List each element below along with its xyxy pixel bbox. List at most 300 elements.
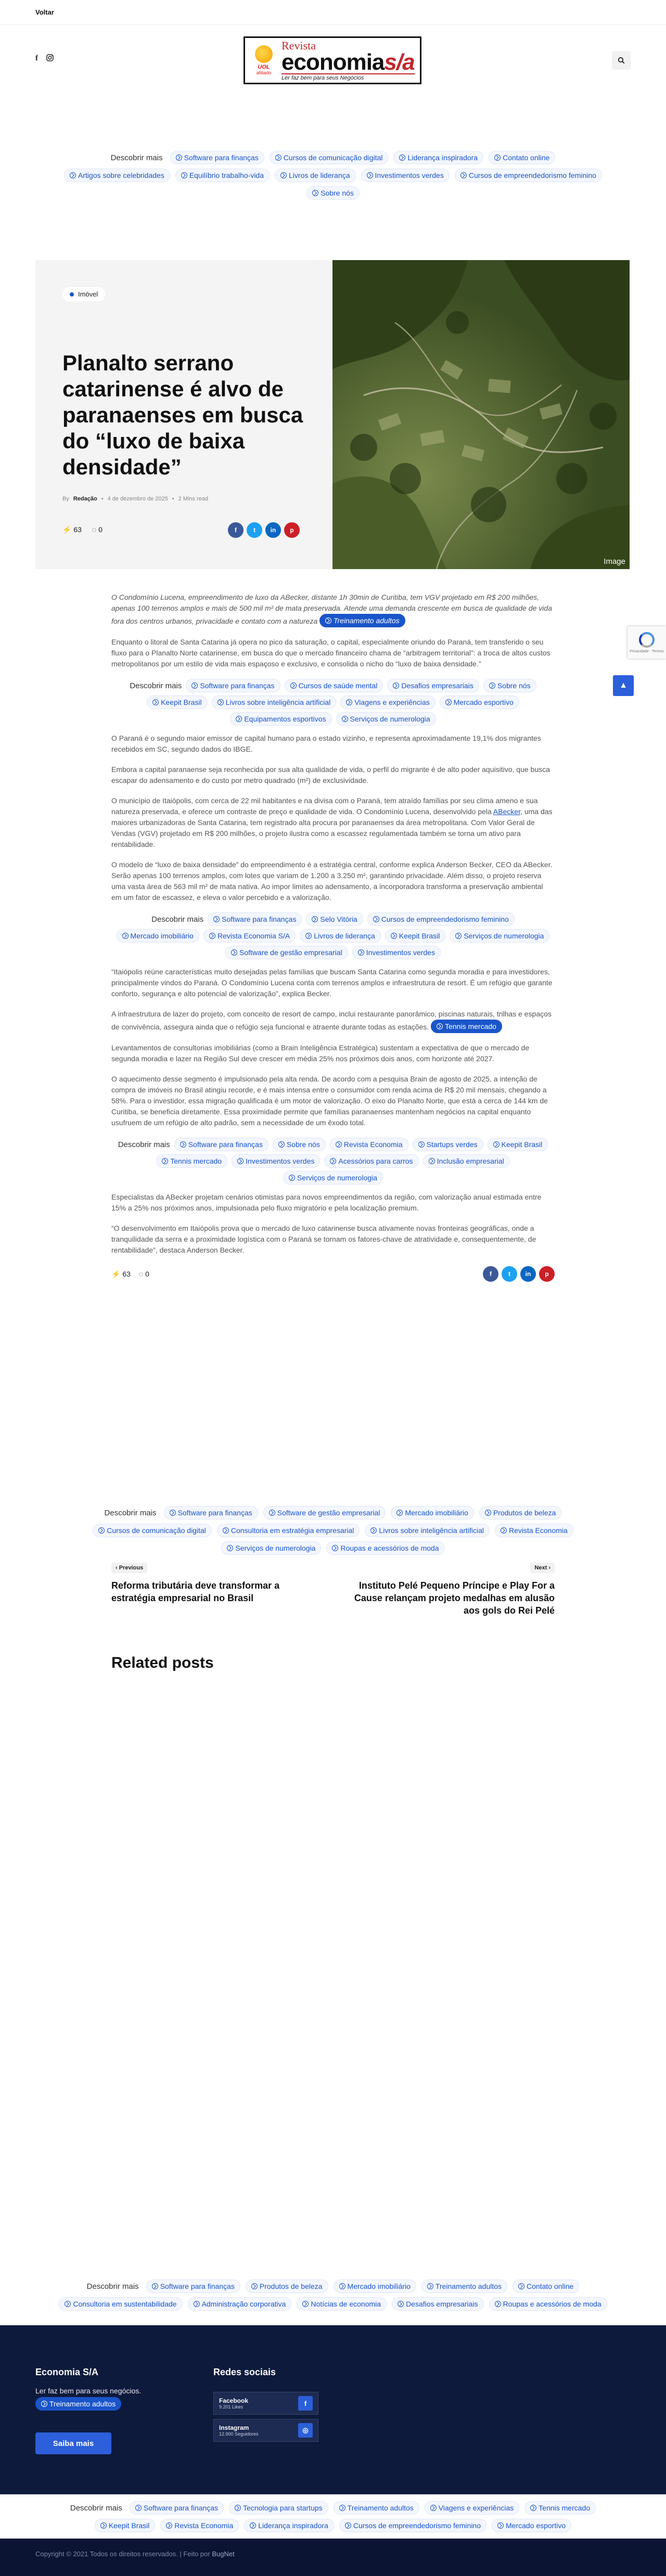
topic-arrow-icon (437, 1023, 443, 1029)
uol-badge (250, 44, 277, 77)
topic-pill[interactable] (336, 712, 436, 726)
topic-arrow-icon (275, 154, 281, 161)
article-paragraph (111, 795, 555, 850)
topic-pill[interactable] (285, 679, 383, 692)
topic-pill[interactable] (188, 2297, 292, 2311)
topic-label: Tennis mercado (539, 2504, 591, 2512)
discover-label: Descobrir mais (130, 681, 182, 690)
topic-arrow-icon (460, 172, 467, 178)
topic-arrow-icon (170, 1510, 176, 1516)
bugnet-link[interactable]: BugNet (212, 2550, 235, 2558)
topic-label: Software para finanças (184, 153, 259, 162)
topic-pill[interactable] (130, 2501, 224, 2515)
facebook-card[interactable] (213, 2392, 318, 2415)
discover-row (31, 1541, 635, 1555)
topic-arrow-icon (166, 2522, 172, 2529)
views-value: 63 (122, 1269, 131, 1278)
topic-label: Produtos de beleza (259, 2282, 323, 2290)
topic-pill[interactable] (147, 695, 208, 709)
topic-arrow-icon (278, 1141, 285, 1148)
topic-label: Cursos de comunicação digital (283, 153, 383, 162)
topic-arrow-icon (489, 682, 495, 689)
topic-pill[interactable] (488, 1138, 548, 1151)
related-posts-title: Related posts (111, 1654, 214, 1671)
topic-arrow-icon (518, 2283, 524, 2289)
topic-arrow-icon (231, 949, 237, 956)
meta-separator: • (101, 496, 104, 502)
topic-arrow-icon (237, 1158, 244, 1164)
instagram-icon[interactable] (46, 54, 54, 63)
instagram-icon: ◎ (298, 2423, 313, 2438)
topic-arrow-icon (122, 933, 129, 939)
topic-arrow-icon (280, 172, 287, 178)
instagram-card-text (219, 2424, 259, 2437)
instagram-card[interactable] (213, 2419, 318, 2442)
topic-pill[interactable] (300, 929, 381, 943)
topic-arrow-icon (391, 933, 397, 939)
post-meta (62, 496, 305, 502)
topic-pill[interactable] (64, 169, 170, 182)
topic-label: Software de gestão empresarial (239, 948, 342, 957)
topic-pill[interactable] (330, 1138, 408, 1151)
topic-pill[interactable] (495, 1524, 573, 1537)
recaptcha-badge[interactable] (627, 626, 666, 659)
topic-pill[interactable] (385, 929, 446, 943)
topic-pill[interactable] (160, 2519, 239, 2532)
topic-label: Desafios empresariais (406, 2300, 478, 2308)
topic-arrow-icon (100, 2522, 107, 2529)
discover-label: Descobrir mais (86, 2282, 139, 2291)
topic-arrow-icon (493, 1141, 499, 1148)
topic-label: Mercado imobiliário (347, 2282, 411, 2290)
inline-topic-pill[interactable] (431, 1020, 502, 1033)
topic-arrow-icon (250, 2522, 256, 2529)
topic-arrow-icon (367, 172, 373, 178)
topic-pill[interactable] (306, 186, 360, 200)
topic-pill[interactable] (232, 1154, 320, 1168)
topic-pill[interactable] (146, 2279, 240, 2293)
topic-pill[interactable] (421, 2279, 507, 2293)
topic-arrow-icon (497, 2522, 504, 2529)
topic-label: Livros sobre inteligência artificial (225, 698, 331, 706)
topic-arrow-icon (429, 1158, 435, 1164)
topic-arrow-icon (445, 699, 452, 705)
hero-image (332, 260, 630, 569)
abecker-link[interactable]: ABecker (493, 807, 521, 816)
topic-pill[interactable] (423, 1154, 510, 1168)
article-footer (111, 1266, 555, 1282)
topic-label: Desafios empresariais (401, 681, 473, 690)
article-paragraph: Embora a capital paranaense seja reconhecida por sua alta qualidade de vida, o perfil do migrante é de alto poder aquisitivo, que busca escapar do adensamento e do custo por metro quadrado (m²) de exclusividade. (111, 765, 550, 784)
article-paragraph: Enquanto o litoral de Santa Catarina já opera no pico da saturação, o capital, especialmente oriundo do Paraná, tem transferido o seu fluxo para o Planalto Norte catarinense, em busca do que o mercado financeiro chama de “arbitragem territorial”: a troca de altos custos metropolitanos por um estilo de vida mais espaçoso e exclusivo, e consolida o nicho do “luxo de baixa densidade.” (111, 638, 550, 668)
topic-pill[interactable] (483, 679, 536, 692)
topic-label: Mercado imobiliário (405, 1509, 468, 1517)
topic-arrow-icon (358, 949, 364, 956)
topic-pill[interactable] (117, 929, 199, 943)
article-paragraph: “Itaiópolis reúne características muito desejadas pelas famílias que buscam Santa Catarina como segunda moradia e para investidores, principalmente vindos do Paraná. O Condomínio Lucena conta com terrenos amplos e infraestrutura de resort. É um refúgio que garante conforto, segurança e alto potencial de valorização”, explica Becker. (111, 968, 553, 998)
topic-arrow-icon (176, 154, 182, 161)
category-badge[interactable] (62, 287, 105, 301)
topic-arrow-icon (312, 190, 318, 196)
discover-footer (0, 2279, 666, 2315)
topic-pill[interactable] (297, 2297, 387, 2311)
topic-pill[interactable] (175, 169, 270, 182)
copyright-text: Copyright © 2021 Todos os direitos reservados. | Feito por (35, 2550, 210, 2558)
article-paragraph (111, 1009, 555, 1033)
site-logo[interactable] (244, 36, 421, 84)
topic-arrow-icon (339, 2283, 345, 2289)
topic-pill[interactable] (352, 946, 441, 959)
topic-label: Revista Economia (174, 2521, 234, 2530)
discover-label: Descobrir mais (151, 915, 204, 924)
topic-label: Sobre nós (321, 189, 354, 197)
topic-pill[interactable] (59, 2297, 182, 2311)
topic-arrow-icon (325, 617, 331, 624)
topic-arrow-icon (396, 1510, 403, 1516)
topic-label: Produtos de beleza (493, 1509, 556, 1517)
previous-title[interactable]: Reforma tributária deve transformar a estratégia empresarial no Brasil (111, 1580, 280, 1603)
topic-label: Mercado esportivo (453, 698, 514, 706)
topic-label: Contato online (527, 2282, 574, 2290)
topic-pill[interactable] (361, 169, 450, 182)
copyright-bar (0, 2539, 666, 2576)
back-link[interactable]: Voltar (35, 8, 54, 16)
topic-label: Consultoria em sustentabilidade (73, 2300, 177, 2308)
topic-pill[interactable] (393, 151, 483, 164)
topic-label: Software para finanças (188, 1140, 263, 1149)
topic-pill[interactable] (170, 151, 264, 164)
topic-pill[interactable] (387, 679, 479, 692)
inline-topic-label: Treinamento adultos (334, 616, 400, 625)
discover-row (31, 2297, 635, 2311)
topic-label: Liderança inspiradora (407, 153, 478, 162)
topic-pill[interactable] (524, 2501, 596, 2515)
topic-label: Startups verdes (426, 1140, 478, 1149)
topic-arrow-icon (41, 2401, 47, 2407)
topic-pill[interactable] (367, 912, 515, 926)
header-social (35, 54, 54, 63)
topic-pill[interactable] (221, 1541, 321, 1555)
article-paragraph: “O desenvolvimento em Itaiópolis prova que o mercado de luxo catarinense busca ativamente novas fronteiras geográficas, onde a tranquilidade da serra e a proximidade logística com o Paraná se tornam os fatores-chave de atratividade e, consequentemente, de rentabilidade”, destaca Anderson Becker. (111, 1224, 536, 1254)
logo-revista: Revista (281, 38, 316, 52)
author-link[interactable]: Redação (73, 496, 97, 502)
discover-row (31, 2501, 635, 2515)
topic-label: Livros de liderança (314, 932, 375, 940)
inline-discover (111, 912, 555, 959)
discover-bottom (0, 1506, 666, 1559)
topic-arrow-icon (398, 2301, 404, 2307)
comments-value: 0 (98, 525, 103, 534)
topic-pill[interactable] (275, 169, 356, 182)
discover-label: Descobrir mais (110, 153, 163, 162)
previous-post[interactable] (111, 1563, 319, 1617)
topic-pill[interactable] (455, 169, 602, 182)
search-button[interactable] (612, 51, 631, 70)
topic-pill[interactable] (156, 1154, 227, 1168)
inline-discover (111, 1138, 555, 1184)
post-stats (111, 1269, 149, 1280)
topic-label: Software para finanças (143, 2504, 219, 2512)
discover-row (31, 151, 635, 164)
discover-row (31, 1524, 635, 1537)
article-paragraph: O modelo de “luxo de baixa densidade” do empreendimento é a estratégia central, conforme explica Anderson Becker, CEO da ABecker. Serão apenas 100 terrenos amplos, com lotes que variam de 1.200 a 3.250 m², garantindo privacidade. Além disso, o projeto reserva uma vasta área de 563 mil m² de mata nativa. Ao impor limites ao adensamento, a incorporadora transforma a preservação ambiental em um fator de escassez, e eleva o valor percebido e a valorização. (111, 860, 553, 901)
share-facebook-icon[interactable]: f (228, 522, 244, 538)
topic-pill[interactable] (270, 151, 389, 164)
topic-arrow-icon (399, 154, 405, 161)
share-pinterest-icon[interactable]: p (284, 522, 300, 538)
logo-economia-word: economia (281, 49, 385, 75)
discover-label: Descobrir mais (118, 1140, 170, 1149)
share-buttons (483, 1266, 555, 1282)
topic-pill[interactable] (273, 1138, 326, 1151)
topic-arrow-icon (302, 2301, 309, 2307)
topic-label: Software para finanças (222, 915, 297, 923)
discover-row (31, 1506, 635, 1519)
topic-arrow-icon (152, 699, 159, 705)
topic-arrow-icon (332, 1545, 338, 1551)
topic-label: Equipamentos esportivos (244, 715, 326, 723)
footer-description-text: Ler faz bem para seus negócios. (35, 2387, 142, 2395)
topic-pill[interactable] (208, 912, 302, 926)
topic-arrow-icon (227, 1545, 233, 1551)
topic-pill[interactable] (489, 151, 555, 164)
topic-pill[interactable] (246, 2279, 328, 2293)
topic-arrow-icon (336, 1141, 342, 1148)
topic-label: Artigos sobre celebridades (78, 171, 164, 179)
topic-arrow-icon (98, 1527, 105, 1534)
topic-label: Serviços de numerologia (297, 1174, 378, 1182)
topic-arrow-icon (152, 2283, 158, 2289)
topic-label: Treinamento adultos (435, 2282, 502, 2290)
site-footer (0, 2325, 666, 2494)
inline-discover (111, 679, 555, 726)
paragraph-text: , uma das maiores urbanizadoras de Santa Catarina, tem registrado alta procura por paranaenses da área metropolitana. Com Valor Geral de Vendas (VGV) projetado em R$ 200 milhões, o projeto ilustra como a escassez regulamentada também se torna um ativo para rentabilidade. (111, 807, 553, 848)
topic-pill[interactable] (450, 929, 549, 943)
topic-pill[interactable] (392, 2297, 484, 2311)
discover-label: Descobrir mais (104, 1508, 157, 1517)
share-twitter-icon[interactable]: t (247, 522, 262, 538)
article-paragraph: O aquecimento desse segmento é impulsionado pela alta renda. De acordo com a pesquisa Brain de agosto de 2025, a intenção de compra de imóveis no Brasil atingiu recorde, e é mais intensa entre o consumidor com renda acima de R$ 20 mil mensais, chegando a 58%. Para o investidor, essa migração qualificada é um motor de valorização. O eixo do Planalto Norte, que está a cerca de 144 km de Curitiba, se beneficia diretamente. Essa proximidade permite que famílias paranaenses mantenham negócios na capital enquanto usufruem de um refúgio de alto padrão, sem a necessidade de um êxodo total. (111, 1075, 548, 1127)
topic-arrow-icon (70, 172, 76, 178)
topic-pill[interactable] (440, 695, 519, 709)
topic-pill[interactable] (492, 2519, 571, 2532)
topic-arrow-icon (180, 1141, 186, 1148)
topic-pill[interactable] (164, 1506, 258, 1519)
topic-pill[interactable] (93, 1524, 212, 1537)
logo-slogan: Ler faz bem para seus Negócios (281, 73, 415, 81)
share-pinterest-icon[interactable]: p (539, 1266, 555, 1282)
share-buttons (228, 522, 300, 538)
topic-arrow-icon (342, 716, 348, 722)
views-value: 63 (73, 525, 82, 534)
topic-arrow-icon (312, 916, 318, 922)
topic-label: Cursos de saúde mental (298, 681, 378, 690)
image-caption: Image (604, 557, 625, 566)
topic-label: Keepit Brasil (161, 698, 202, 706)
discover-row (31, 2519, 635, 2532)
social-title: Redes sociais (213, 2367, 276, 2377)
topic-pill[interactable] (513, 2279, 579, 2293)
topic-label: Investimentos verdes (246, 1157, 315, 1165)
topic-arrow-icon (495, 2301, 501, 2307)
topic-label: Livros de liderança (289, 171, 350, 179)
post-stats (62, 525, 103, 534)
topic-arrow-icon (530, 2505, 536, 2511)
topic-label: Mercado esportivo (506, 2521, 566, 2530)
footer-topic-label: Treinamento adultos (49, 2400, 116, 2408)
topic-label: Investimentos verdes (366, 948, 435, 957)
instagram-card-name: Instagram (219, 2424, 249, 2431)
footer-brand: Economia S/A (35, 2367, 99, 2377)
topic-arrow-icon (194, 2301, 200, 2307)
topic-arrow-icon (455, 933, 462, 939)
topic-pill[interactable] (334, 2501, 419, 2515)
topic-arrow-icon (290, 682, 297, 689)
topic-label: Contato online (503, 153, 550, 162)
hero-text (35, 260, 332, 569)
topic-pill[interactable] (324, 1154, 418, 1168)
topic-label: Keepit Brasil (108, 2521, 150, 2530)
topic-arrow-icon (269, 1510, 275, 1516)
topic-label: Mercado imobiliário (130, 932, 194, 940)
topic-arrow-icon (501, 1527, 507, 1534)
topic-label: Cursos de comunicação digital (107, 1526, 206, 1535)
topic-arrow-icon (289, 1175, 295, 1181)
topic-pill[interactable] (203, 929, 296, 943)
topic-label: Sobre nós (497, 681, 531, 690)
topic-label: Serviços de numerologia (464, 932, 544, 940)
comments-count[interactable]: ◌ 0 (138, 1269, 149, 1278)
topic-label: Cursos de empreendedorismo feminino (353, 2521, 481, 2530)
topic-pill[interactable] (229, 2501, 328, 2515)
topic-pill[interactable] (365, 1524, 490, 1537)
instagram-card-sub: 12.900 Seguidores (219, 2431, 259, 2437)
facebook-card-name: Facebook (219, 2397, 249, 2404)
topic-label: Investimentos verdes (375, 171, 444, 179)
topic-label: Serviços de numerologia (235, 1544, 316, 1552)
next-label: Next › (530, 1563, 555, 1573)
topic-arrow-icon (235, 2505, 241, 2511)
topic-label: Consultoria em estratégia empresarial (230, 1526, 354, 1535)
discover-label: Descobrir mais (70, 2503, 122, 2513)
topic-pill[interactable] (339, 2519, 486, 2532)
uol-dot-icon (255, 45, 273, 63)
article-paragraph: O Paraná é o segundo maior emissor de capital humano para o estado vizinho, e representa aproximadamente 19,1% dos migrantes recebidos em SC, segundo dados do IBGE. (111, 734, 541, 753)
inline-topic-pill[interactable] (319, 614, 405, 627)
facebook-icon: f (298, 2396, 313, 2411)
arrow-up-icon: ▲ (619, 681, 627, 690)
next-title[interactable]: Instituto Pelé Pequeno Príncipe e Play For a Cause relançam projeto medalhas em alusão aos gols do Rei Pelé (354, 1580, 555, 1616)
discover-last (0, 2495, 666, 2536)
topic-pill[interactable] (391, 1506, 473, 1519)
topic-label: Notícias de economia (311, 2300, 381, 2308)
views-count: ⚡ 63 (62, 525, 82, 534)
topic-arrow-icon (305, 933, 312, 939)
discover-top (0, 151, 666, 204)
topic-pill[interactable] (489, 2297, 607, 2311)
next-post[interactable] (347, 1563, 555, 1617)
by-label: By (62, 496, 69, 502)
topic-label: Liderança inspiradora (258, 2521, 328, 2530)
topic-label: Roupas e acessórios de moda (503, 2300, 601, 2308)
topic-arrow-icon (494, 154, 501, 161)
topic-arrow-icon (65, 2301, 71, 2307)
share-linkedin-icon[interactable]: in (520, 1266, 536, 1282)
topic-pill[interactable] (225, 946, 348, 959)
topic-pill[interactable] (413, 1138, 483, 1151)
topic-pill[interactable] (283, 1171, 383, 1184)
topic-label: Keepit Brasil (399, 932, 440, 940)
topic-pill[interactable] (334, 2279, 416, 2293)
topic-pill[interactable] (230, 712, 331, 726)
topic-pill[interactable] (244, 2519, 334, 2532)
topic-pill[interactable] (263, 1506, 386, 1519)
share-twitter-icon[interactable]: t (502, 1266, 517, 1282)
category-dot-icon (70, 292, 74, 297)
topic-pill[interactable] (326, 1541, 444, 1555)
topic-arrow-icon (345, 2522, 351, 2529)
topic-label: Viagens e experiências (354, 698, 430, 706)
facebook-icon[interactable]: f (35, 54, 38, 62)
topic-label: Revista Economia S/A (217, 932, 290, 940)
views-count: ⚡ 63 (111, 1269, 131, 1278)
comments-count[interactable]: ◌ 0 (92, 525, 103, 534)
facebook-card-sub: 9.201 Likes (219, 2404, 244, 2410)
post-date: 4 de dezembro de 2025 (107, 496, 168, 502)
recaptcha-links[interactable]: Privacidade - Termos (630, 649, 664, 653)
topic-pill[interactable] (186, 679, 280, 692)
topic-label: Sobre nós (286, 1140, 320, 1149)
topic-label: Treinamento adultos (347, 2504, 414, 2512)
logo-brand (281, 40, 415, 81)
share-facebook-icon[interactable]: f (483, 1266, 498, 1282)
topic-pill[interactable] (479, 1506, 562, 1519)
topic-label: Keepit Brasil (501, 1140, 543, 1149)
share-linkedin-icon[interactable]: in (265, 522, 281, 538)
topic-pill[interactable] (425, 2501, 520, 2515)
article-lead (111, 592, 555, 627)
topic-arrow-icon (373, 916, 379, 922)
topic-label: Administração corporativa (201, 2300, 286, 2308)
topic-label: Software para finanças (177, 1509, 252, 1517)
topic-arrow-icon (217, 699, 224, 705)
scroll-top-button[interactable] (613, 675, 634, 696)
top-bar (0, 0, 666, 25)
topic-arrow-icon (393, 682, 399, 689)
topic-label: Roupas e acessórios de moda (340, 1544, 439, 1552)
topic-pill[interactable] (217, 1524, 360, 1537)
topic-arrow-icon (191, 682, 198, 689)
topic-arrow-icon (418, 1141, 425, 1148)
topic-pill[interactable] (95, 2519, 156, 2532)
topic-arrow-icon (181, 172, 187, 178)
topic-pill[interactable] (340, 695, 436, 709)
topic-arrow-icon (485, 1510, 491, 1516)
topic-label: Tennis mercado (170, 1157, 222, 1165)
topic-label: Revista Economia (508, 1526, 568, 1535)
paragraph-text: A infraestrutura de lazer do projeto, com conceito de resort de campo, inclui restaurante panorâmico, piscinas naturais, trilhas e espaços de convivência, assegura ainda que o refúgio seja funcional e atraente durante todas as estações. (111, 1010, 552, 1031)
footer-topic-pill[interactable] (35, 2397, 121, 2411)
topic-arrow-icon (370, 1527, 377, 1534)
topic-label: Equilíbrio trabalho-vida (189, 171, 264, 179)
comments-value: 0 (145, 1269, 149, 1278)
topic-pill[interactable] (174, 1138, 268, 1151)
topic-pill[interactable] (306, 912, 363, 926)
topic-arrow-icon (223, 1527, 229, 1534)
saiba-mais-button[interactable]: Saiba mais (35, 2432, 111, 2454)
topic-pill[interactable] (212, 695, 337, 709)
discover-row (31, 169, 635, 182)
